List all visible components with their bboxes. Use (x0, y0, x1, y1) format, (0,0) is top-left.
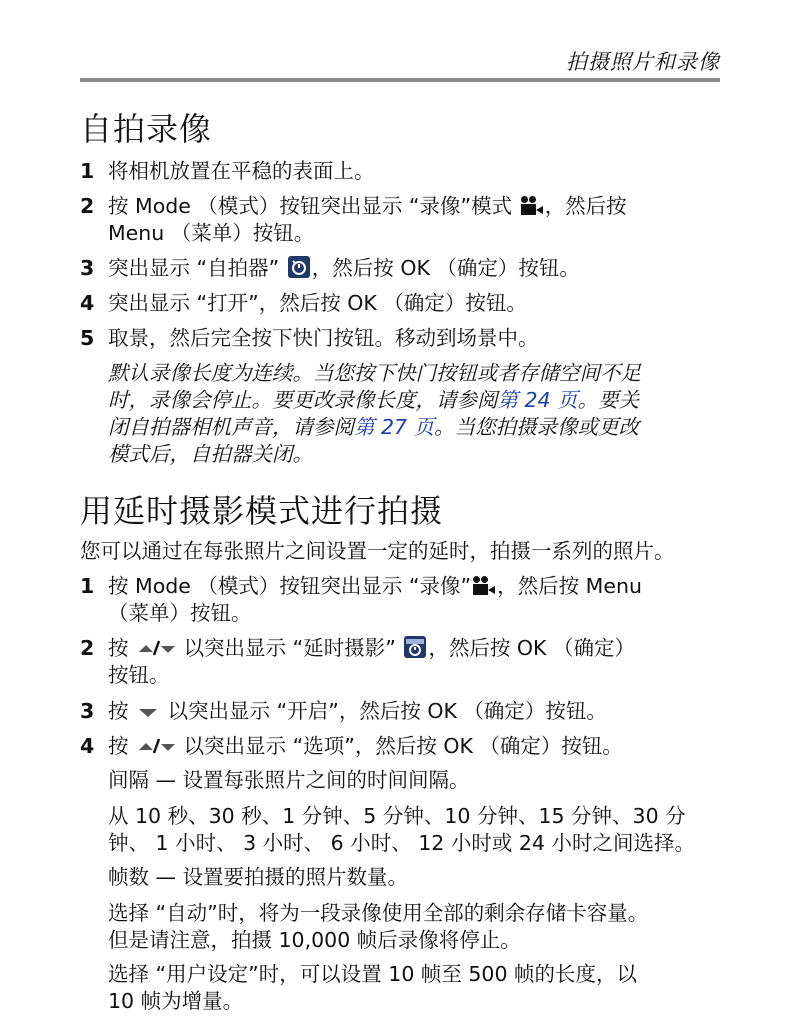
self-timer-icon (288, 256, 310, 278)
step-number: 4 (80, 291, 95, 315)
step-text: 突出显示 “自拍器” (108, 256, 280, 280)
step-text: （菜单）按钮。 (108, 601, 252, 625)
page-link-27[interactable]: 第 27 页 (354, 415, 435, 439)
page-header-title: 拍摄照片和录像 (566, 50, 720, 74)
frames-user-desc (108, 961, 723, 1015)
step-text: 按钮。 (108, 663, 170, 687)
step-text: 以突出显示 “延时摄影” (183, 636, 396, 660)
option-label-frames: 帧数 — (108, 865, 177, 889)
note-line: 。要关 (577, 388, 640, 412)
step-text: ，然后按 (544, 194, 627, 218)
step-text: 取景，然后完全按下快门按钮。移动到场景中。 (108, 326, 539, 350)
interval-option (108, 767, 723, 794)
step-number: 2 (80, 194, 95, 218)
note-line: 默认录像长度为连续。当您按下快门按钮或者存储空间不足 (108, 361, 641, 385)
self-timer-note (108, 360, 723, 468)
step-text: ，然后按 OK （确定）按钮。 (311, 256, 580, 280)
step-number: 2 (80, 636, 95, 660)
frames-auto-line: 选择 “自动”时，将为一段录像使用全部的剩余存储卡容量。 (108, 901, 649, 925)
frames-user-line: 10 帧为增量。 (108, 989, 244, 1013)
time-lapse-icon (404, 636, 426, 658)
step-text: ，然后按 OK （确定） (428, 636, 635, 660)
step-text: 按 (108, 699, 129, 723)
step-text: 以突出显示 “开启”，然后按 OK （确定）按钮。 (167, 699, 607, 723)
note-line: 闭自拍器相机声音，请参阅 (108, 415, 354, 439)
section-title-time-lapse: 用延时摄影模式进行拍摄 (80, 492, 444, 530)
option-desc-interval: 设置每张照片之间的时间间隔。 (182, 768, 470, 792)
step-number: 5 (80, 326, 95, 350)
step-text: 按 (108, 734, 129, 758)
frames-user-line: 选择 “用户设定”时，可以设置 10 帧至 500 帧的长度，以 (108, 962, 638, 986)
step-text: 将相机放置在平稳的表面上。 (108, 159, 375, 183)
step-number: 3 (80, 256, 95, 280)
up-down-arrow-icon (137, 638, 175, 658)
interval-values-line: 钟、 1 小时、 3 小时、 6 小时、 12 小时或 24 小时之间选择。 (108, 831, 695, 855)
page-link-24[interactable]: 第 24 页 (497, 388, 578, 412)
step-text: 按 Mode （模式）按钮突出显示 “录像”模式 (108, 194, 513, 218)
step-text: 按 (108, 636, 129, 660)
frames-auto-line: 但是请注意，拍摄 10,000 帧后录像将停止。 (108, 928, 521, 952)
step-text: 突出显示 “打开”，然后按 OK （确定）按钮。 (108, 291, 527, 315)
section-intro: 您可以通过在每张照片之间设置一定的延时，拍摄一系列的照片。 (80, 539, 675, 563)
movie-camera-icon (521, 196, 543, 216)
down-arrow-icon (137, 701, 159, 721)
step-number: 1 (80, 574, 95, 598)
option-label-interval: 间隔 — (108, 768, 177, 792)
interval-values-line: 从 10 秒、30 秒、1 分钟、5 分钟、10 分钟、15 分钟、30 分 (108, 804, 686, 828)
step-number: 1 (80, 159, 95, 183)
step-text: Menu （菜单）按钮。 (108, 221, 315, 245)
option-desc-frames: 设置要拍摄的照片数量。 (182, 865, 409, 889)
step-number: 4 (80, 734, 95, 758)
movie-camera-icon (473, 576, 495, 596)
interval-values (108, 803, 723, 857)
header-rule (80, 78, 720, 82)
section-title-self-timer-video: 自拍录像 (80, 110, 213, 148)
note-line: 。当您拍摄录像或更改 (434, 415, 640, 439)
step-number: 3 (80, 699, 95, 723)
frames-option (108, 864, 723, 891)
note-line: 模式后，自拍器关闭。 (108, 442, 313, 466)
note-line: 时，录像会停止。要更改录像长度，请参阅 (108, 388, 498, 412)
step-text: 以突出显示 “选项”，然后按 OK （确定）按钮。 (183, 734, 623, 758)
step-text: ，然后按 Menu (497, 574, 642, 598)
up-down-arrow-icon (137, 736, 175, 756)
step-text: 按 Mode （模式）按钮突出显示 “录像” (108, 574, 472, 598)
frames-auto-desc (108, 900, 723, 954)
